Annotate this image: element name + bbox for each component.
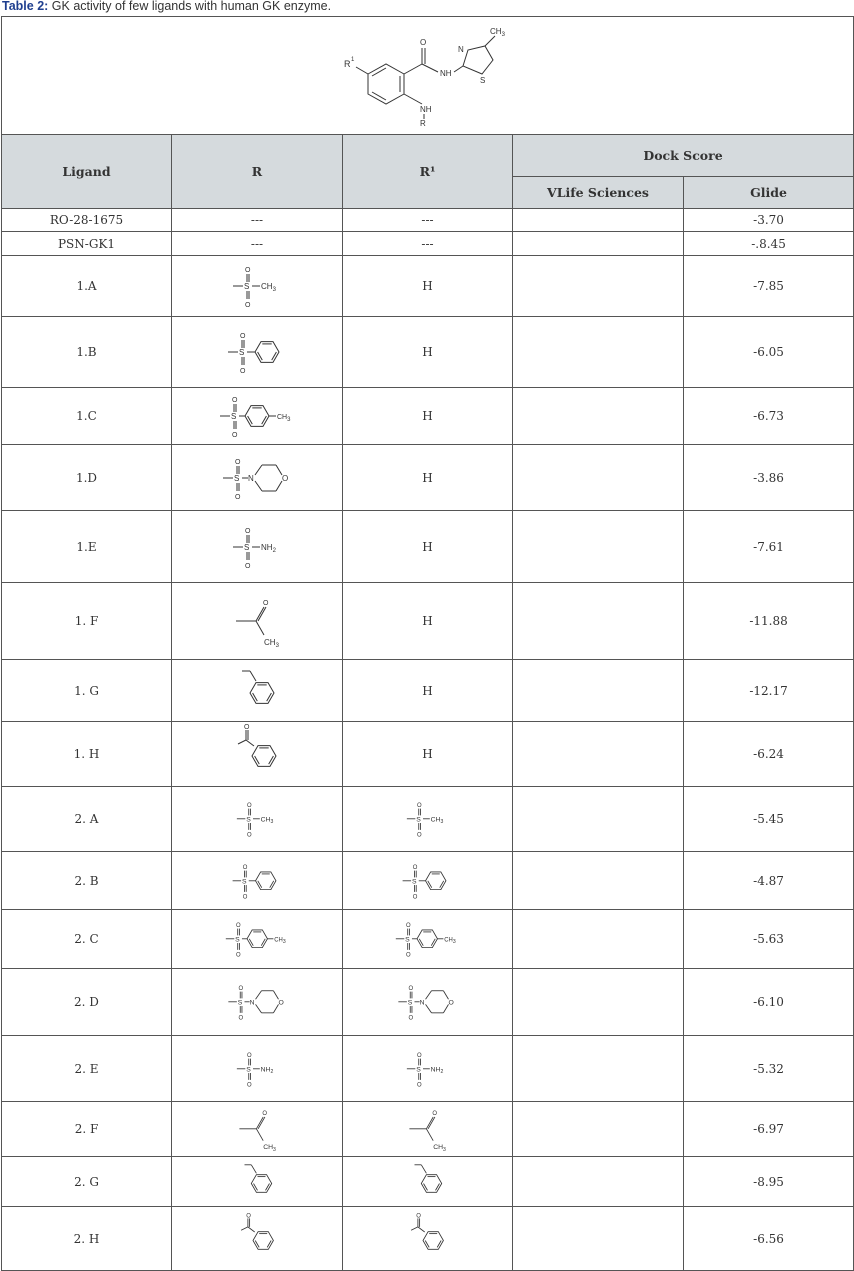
svg-text:S: S bbox=[237, 999, 242, 1007]
gk-activity-table bbox=[1, 16, 854, 1271]
ligand-cell: RO-28-1675 bbox=[2, 209, 172, 232]
ligand-cell: 2. C bbox=[2, 910, 172, 969]
svg-text:O: O bbox=[282, 473, 289, 483]
svg-text:O: O bbox=[413, 894, 418, 901]
r1-cell: H bbox=[343, 660, 513, 722]
glide-score-cell: -6.73 bbox=[684, 388, 854, 445]
acetyl-structure bbox=[389, 1105, 466, 1153]
svg-text:O: O bbox=[246, 803, 252, 810]
r1-cell: H bbox=[343, 511, 513, 583]
mesyl-structure bbox=[389, 795, 466, 843]
glide-score-cell: -12.17 bbox=[684, 660, 854, 722]
vlife-score-cell bbox=[513, 910, 684, 969]
r1-structure-cell bbox=[343, 1157, 513, 1207]
svg-text:O: O bbox=[232, 397, 238, 404]
tosyl-structure bbox=[389, 915, 466, 963]
table-row bbox=[2, 256, 854, 317]
vlife-score-cell bbox=[513, 660, 684, 722]
table-row bbox=[2, 910, 854, 969]
r1-cell: H bbox=[343, 317, 513, 388]
svg-text:O: O bbox=[408, 986, 414, 993]
ligand-cell: 2. D bbox=[2, 969, 172, 1036]
glide-score-cell: -4.87 bbox=[684, 852, 854, 910]
svg-text:NH2: $NH_2$ bbox=[261, 542, 276, 554]
svg-text:O: O bbox=[238, 986, 243, 993]
svg-text:N: N bbox=[457, 44, 464, 54]
svg-text:NH: NH bbox=[419, 104, 432, 114]
svg-text:S: S bbox=[244, 542, 250, 552]
tosyl-structure bbox=[212, 388, 302, 444]
glide-score-cell: -8.95 bbox=[684, 1157, 854, 1207]
svg-text:S: S bbox=[245, 1066, 251, 1074]
svg-text:CH3: CH3 bbox=[273, 937, 286, 946]
r1-structure-cell bbox=[343, 852, 513, 910]
vlife-score-cell bbox=[513, 722, 684, 787]
glide-score-cell: -6.97 bbox=[684, 1102, 854, 1157]
benzoyl-structure bbox=[212, 726, 302, 782]
r1-cell: H bbox=[343, 583, 513, 660]
ligand-cell: 2. F bbox=[2, 1102, 172, 1157]
header-glide: Glide bbox=[684, 177, 854, 209]
vlife-score-cell bbox=[513, 852, 684, 910]
sulfamoyl-structure bbox=[219, 1045, 296, 1093]
r1-cell: H bbox=[343, 445, 513, 511]
header-dock-score: Dock Score bbox=[513, 135, 854, 177]
ligand-cell: PSN-GK1 bbox=[2, 232, 172, 256]
glide-score-cell: -7.61 bbox=[684, 511, 854, 583]
phenylsulfonyl-structure bbox=[219, 857, 296, 905]
r-structure-cell bbox=[172, 852, 343, 910]
ligand-cell: 1. F bbox=[2, 583, 172, 660]
r-structure-cell bbox=[172, 388, 343, 445]
r1-structure-cell bbox=[343, 1036, 513, 1102]
header-r: R bbox=[172, 135, 343, 209]
vlife-score-cell bbox=[513, 317, 684, 388]
svg-text:CH3: $CH_3$ bbox=[261, 282, 276, 293]
benzoyl-structure bbox=[389, 1215, 466, 1263]
svg-text:S: S bbox=[412, 878, 417, 886]
svg-text:N: N bbox=[248, 473, 254, 483]
table-caption bbox=[2, 0, 331, 14]
svg-text:S: S bbox=[416, 1066, 421, 1074]
morpholinosulfonyl-structure bbox=[389, 978, 466, 1026]
table-row bbox=[2, 232, 854, 256]
caption-label: Table 2: bbox=[2, 0, 49, 13]
glide-score-cell: -6.56 bbox=[684, 1207, 854, 1271]
header-ligand: Ligand bbox=[2, 135, 172, 209]
svg-text:O: O bbox=[448, 999, 455, 1007]
glide-score-cell: -3.70 bbox=[684, 209, 854, 232]
r1-structure-cell bbox=[343, 969, 513, 1036]
r-structure-cell bbox=[172, 583, 343, 660]
table-row bbox=[2, 317, 854, 388]
vlife-score-cell bbox=[513, 445, 684, 511]
vlife-score-cell bbox=[513, 511, 684, 583]
ligand-cell: 2. E bbox=[2, 1036, 172, 1102]
table-row bbox=[2, 388, 854, 445]
r-structure-cell bbox=[172, 660, 343, 722]
svg-text:O: O bbox=[408, 1015, 414, 1022]
svg-text:O: O bbox=[245, 267, 251, 274]
table-row bbox=[2, 787, 854, 852]
svg-text:S: S bbox=[405, 936, 410, 944]
svg-text:CH3: CH3 bbox=[277, 414, 291, 423]
table-row bbox=[2, 852, 854, 910]
svg-text:R: R bbox=[343, 58, 351, 69]
svg-text:N: N bbox=[419, 999, 425, 1007]
glide-score-cell: -11.88 bbox=[684, 583, 854, 660]
svg-text:O: O bbox=[235, 952, 241, 959]
benzoyl-structure bbox=[219, 1215, 296, 1263]
acetyl-structure bbox=[219, 1105, 296, 1153]
svg-text:O: O bbox=[432, 1111, 438, 1118]
header-r1: R¹ bbox=[343, 135, 513, 209]
ligand-cell: 2. B bbox=[2, 852, 172, 910]
glide-score-cell: -6.05 bbox=[684, 317, 854, 388]
svg-text:CH3: $CH_3$ bbox=[430, 816, 444, 826]
r-structure-cell bbox=[172, 969, 343, 1036]
ligand-cell: 2. H bbox=[2, 1207, 172, 1271]
ligand-cell: 2. G bbox=[2, 1157, 172, 1207]
svg-text:O: O bbox=[245, 302, 251, 309]
r-structure-cell bbox=[172, 256, 343, 317]
glide-score-cell: -3.86 bbox=[684, 445, 854, 511]
svg-text:NH2: $NH_2$ bbox=[260, 1066, 274, 1075]
table-row bbox=[2, 1207, 854, 1271]
ligand-cell: 1.B bbox=[2, 317, 172, 388]
scaffold-structure-cell bbox=[2, 17, 854, 135]
table-row bbox=[2, 1157, 854, 1207]
scaffold-structure bbox=[338, 26, 518, 126]
ligand-cell: 2. A bbox=[2, 787, 172, 852]
svg-text:O: O bbox=[263, 600, 269, 607]
ligand-cell: 1.A bbox=[2, 256, 172, 317]
svg-text:1: 1 bbox=[350, 56, 354, 63]
vlife-score-cell bbox=[513, 256, 684, 317]
vlife-score-cell bbox=[513, 1036, 684, 1102]
ligand-cell: 1.E bbox=[2, 511, 172, 583]
svg-text:NH: NH bbox=[439, 68, 452, 78]
svg-text:O: O bbox=[245, 527, 251, 535]
ligand-cell: 1. G bbox=[2, 660, 172, 722]
r1-structure-cell bbox=[343, 787, 513, 852]
table-row bbox=[2, 969, 854, 1036]
table-row bbox=[2, 445, 854, 511]
svg-text:O: O bbox=[416, 1213, 422, 1220]
table-row bbox=[2, 583, 854, 660]
svg-text:S: S bbox=[479, 75, 485, 85]
r-structure-cell bbox=[172, 445, 343, 511]
r1-cell: --- bbox=[343, 209, 513, 232]
svg-text:CH3: $CH_3$ bbox=[260, 816, 274, 826]
r-structure-cell bbox=[172, 317, 343, 388]
svg-text:O: O bbox=[262, 1111, 267, 1118]
r-cell: --- bbox=[172, 209, 343, 232]
svg-text:S: S bbox=[231, 412, 237, 421]
svg-text:O: O bbox=[417, 1082, 422, 1089]
svg-text:S: S bbox=[244, 282, 250, 291]
phenylsulfonyl-structure bbox=[389, 857, 466, 905]
svg-text:N: N bbox=[249, 999, 255, 1007]
vlife-score-cell bbox=[513, 969, 684, 1036]
r1-cell: --- bbox=[343, 232, 513, 256]
svg-text:O: O bbox=[245, 562, 251, 570]
r-structure-cell bbox=[172, 1207, 343, 1271]
r1-cell: H bbox=[343, 256, 513, 317]
svg-text:O: O bbox=[246, 832, 252, 839]
r1-structure-cell bbox=[343, 1102, 513, 1157]
svg-text:O: O bbox=[417, 803, 422, 810]
svg-text:O: O bbox=[417, 832, 422, 839]
svg-text:O: O bbox=[238, 1015, 243, 1022]
svg-text:CH3: $CH_3$ bbox=[433, 1144, 447, 1154]
svg-text:O: O bbox=[240, 368, 246, 375]
glide-score-cell: -6.10 bbox=[684, 969, 854, 1036]
svg-text:O: O bbox=[419, 37, 426, 47]
morpholinosulfonyl-structure bbox=[219, 978, 296, 1026]
vlife-score-cell bbox=[513, 388, 684, 445]
svg-text:O: O bbox=[278, 999, 284, 1007]
svg-text:O: O bbox=[413, 864, 418, 871]
r-structure-cell bbox=[172, 910, 343, 969]
svg-text:O: O bbox=[232, 432, 238, 439]
glide-score-cell: -5.63 bbox=[684, 910, 854, 969]
r-structure-cell bbox=[172, 1102, 343, 1157]
morpholinosulfonyl-structure bbox=[212, 450, 302, 506]
glide-score-cell: -5.32 bbox=[684, 1036, 854, 1102]
svg-text:CH3: CH3 bbox=[444, 937, 456, 946]
table-row bbox=[2, 511, 854, 583]
table-row bbox=[2, 660, 854, 722]
svg-text:CH3: $CH_3$ bbox=[262, 1144, 276, 1154]
tosyl-structure bbox=[219, 915, 296, 963]
table-row bbox=[2, 1102, 854, 1157]
caption-text: GK activity of few ligands with human GK enzyme. bbox=[51, 0, 332, 13]
benzyl-structure bbox=[219, 1158, 296, 1206]
table-row bbox=[2, 209, 854, 232]
svg-text:S: S bbox=[416, 816, 421, 824]
sulfamoyl-structure bbox=[212, 519, 302, 575]
svg-text:O: O bbox=[406, 923, 411, 930]
vlife-score-cell bbox=[513, 787, 684, 852]
r1-cell: H bbox=[343, 722, 513, 787]
svg-text:O: O bbox=[246, 1052, 252, 1059]
svg-text:O: O bbox=[245, 1213, 251, 1220]
r1-cell: H bbox=[343, 388, 513, 445]
svg-text:O: O bbox=[235, 493, 241, 501]
svg-text:O: O bbox=[235, 923, 241, 930]
r-cell: --- bbox=[172, 232, 343, 256]
vlife-score-cell bbox=[513, 1102, 684, 1157]
svg-text:S: S bbox=[234, 936, 240, 944]
svg-text:CH3: $CH_3$ bbox=[264, 638, 279, 649]
acetyl-structure bbox=[212, 593, 302, 649]
ligand-cell: 1.D bbox=[2, 445, 172, 511]
svg-text:O: O bbox=[417, 1052, 422, 1059]
svg-text:O: O bbox=[406, 952, 411, 959]
benzyl-structure bbox=[389, 1158, 466, 1206]
table-row bbox=[2, 722, 854, 787]
r-structure-cell bbox=[172, 787, 343, 852]
svg-text:O: O bbox=[242, 894, 248, 901]
svg-text:O: O bbox=[242, 864, 248, 871]
vlife-score-cell bbox=[513, 209, 684, 232]
header-vlife: VLife Sciences bbox=[513, 177, 684, 209]
svg-text:S: S bbox=[245, 816, 251, 824]
mesyl-structure bbox=[212, 258, 302, 314]
r1-structure-cell bbox=[343, 1207, 513, 1271]
ligand-cell: 1.C bbox=[2, 388, 172, 445]
svg-text:O: O bbox=[246, 1082, 252, 1089]
glide-score-cell: -7.85 bbox=[684, 256, 854, 317]
svg-text:NH2: $NH_2$ bbox=[430, 1066, 444, 1075]
vlife-score-cell bbox=[513, 583, 684, 660]
svg-text:O: O bbox=[235, 458, 241, 466]
svg-text:R: R bbox=[419, 118, 426, 128]
mesyl-structure bbox=[219, 795, 296, 843]
r-structure-cell bbox=[172, 511, 343, 583]
sulfamoyl-structure bbox=[389, 1045, 466, 1093]
r1-structure-cell bbox=[343, 910, 513, 969]
vlife-score-cell bbox=[513, 232, 684, 256]
svg-text:S: S bbox=[241, 878, 247, 886]
svg-text:S: S bbox=[407, 999, 413, 1007]
phenylsulfonyl-structure bbox=[212, 324, 302, 380]
glide-score-cell: -6.24 bbox=[684, 722, 854, 787]
svg-text:O: O bbox=[244, 724, 250, 731]
svg-text:S: S bbox=[234, 473, 240, 483]
svg-text:CH3: $CH_3$ bbox=[489, 26, 505, 38]
svg-text:O: O bbox=[240, 333, 246, 340]
vlife-score-cell bbox=[513, 1207, 684, 1271]
table-row bbox=[2, 1036, 854, 1102]
ligand-cell: 1. H bbox=[2, 722, 172, 787]
benzyl-structure bbox=[212, 663, 302, 719]
r-structure-cell bbox=[172, 722, 343, 787]
r-structure-cell bbox=[172, 1036, 343, 1102]
glide-score-cell: -.8.45 bbox=[684, 232, 854, 256]
svg-text:S: S bbox=[239, 348, 245, 357]
glide-score-cell: -5.45 bbox=[684, 787, 854, 852]
r-structure-cell bbox=[172, 1157, 343, 1207]
vlife-score-cell bbox=[513, 1157, 684, 1207]
